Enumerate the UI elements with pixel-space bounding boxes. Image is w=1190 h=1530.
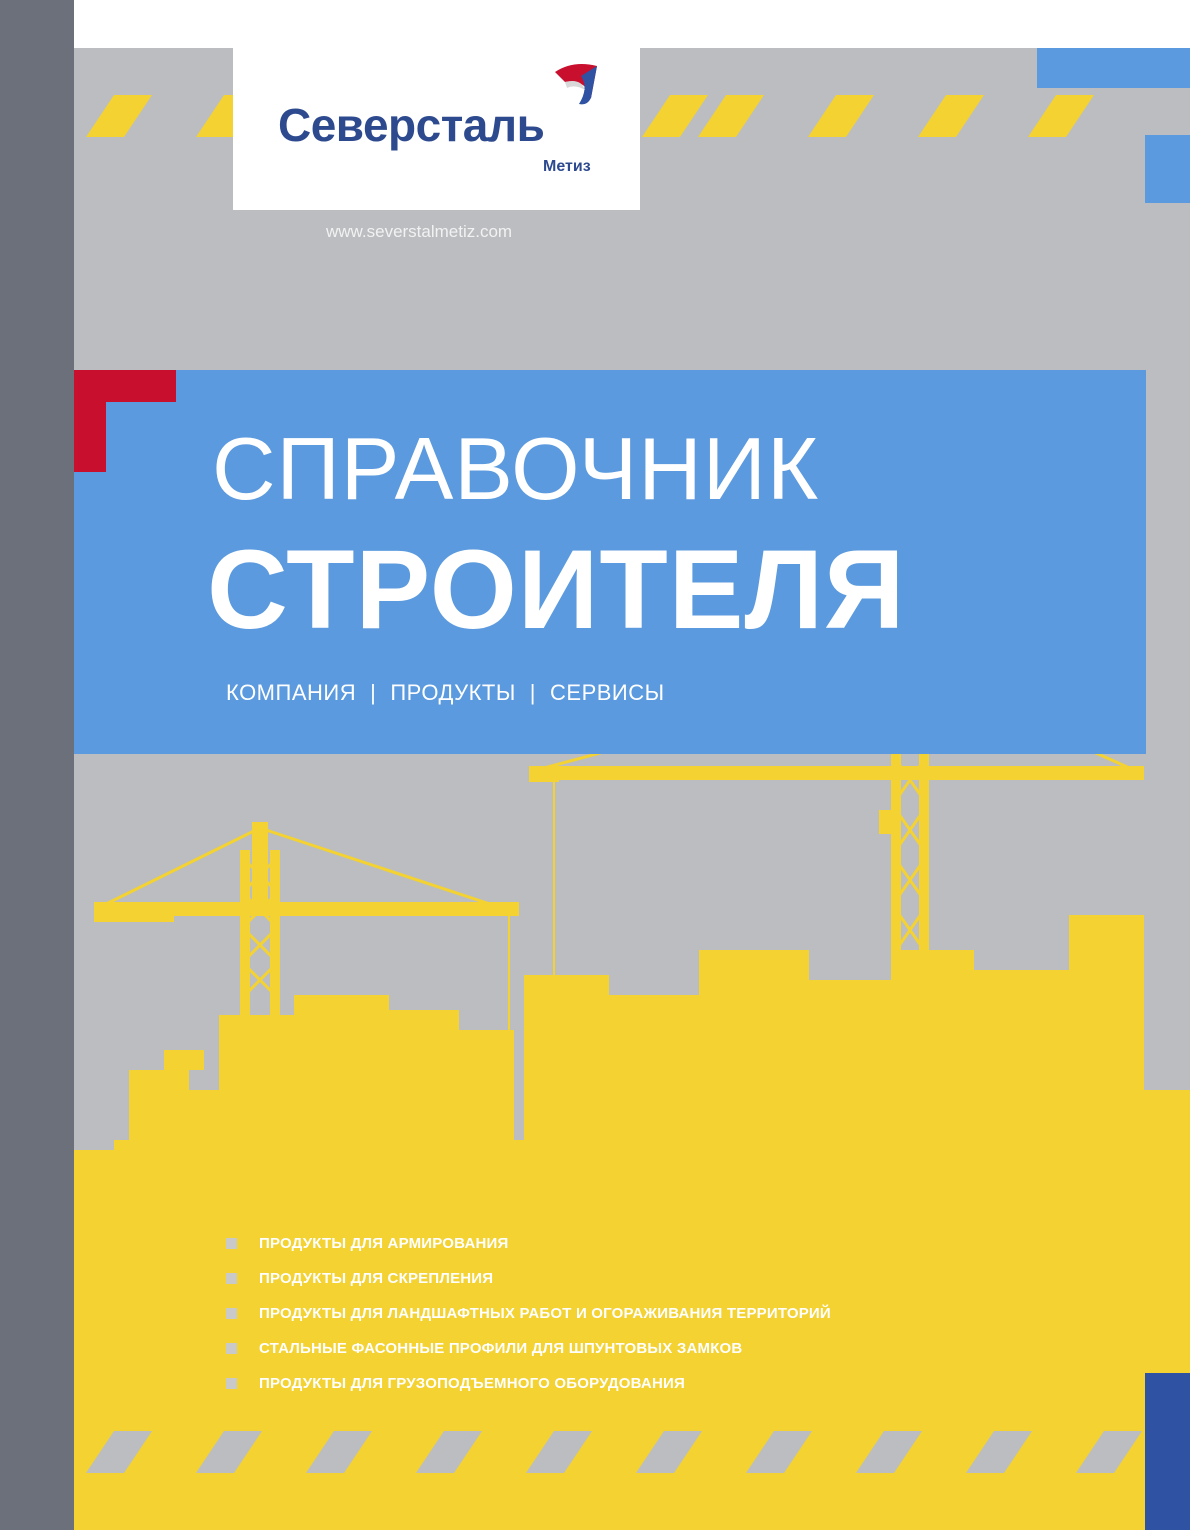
square-bullet-icon: [226, 1238, 237, 1249]
list-item: [226, 1226, 831, 1261]
list-item: [226, 1331, 831, 1366]
square-bullet-icon: [226, 1378, 237, 1389]
list-item: [226, 1366, 831, 1401]
square-bullet-icon: [226, 1308, 237, 1319]
brand-name: Северсталь: [278, 99, 545, 151]
spine-bar: [0, 0, 74, 1530]
red-corner-accent: [74, 370, 176, 472]
list-item: [226, 1261, 831, 1296]
product-item-label: ПРОДУКТЫ ДЛЯ ГРУЗОПОДЪЕМНОГО ОБОРУДОВАНИЯ: [259, 1375, 685, 1392]
subtitle-item-services: СЕРВИСЫ: [550, 680, 665, 705]
product-item-label: ПРОДУКТЫ ДЛЯ АРМИРОВАНИЯ: [259, 1235, 509, 1252]
bottom-hazard-stripes: [74, 1431, 1190, 1473]
product-item-label: ПРОДУКТЫ ДЛЯ СКРЕПЛЕНИЯ: [259, 1270, 494, 1287]
subtitle-item-products: ПРОДУКТЫ: [390, 680, 516, 705]
square-bullet-icon: [226, 1343, 237, 1354]
product-item-label: СТАЛЬНЫЕ ФАСОННЫЕ ПРОФИЛИ ДЛЯ ШПУНТОВЫХ ЗАМКОВ: [259, 1340, 743, 1357]
website-url[interactable]: www.severstalmetiz.com: [326, 222, 513, 241]
accent-block-navy-bottom: [1145, 1373, 1190, 1530]
square-bullet-icon: [226, 1273, 237, 1284]
cover-title-line-1: СПРАВОЧНИК: [212, 419, 820, 518]
cover-title-line-2: СТРОИТЕЛЯ: [207, 527, 906, 652]
severstal-logo-icon: [551, 58, 603, 110]
accent-block-blue-top: [1037, 48, 1190, 88]
subtitle-separator: |: [370, 680, 377, 705]
subtitle-item-company: КОМПАНИЯ: [226, 680, 357, 705]
product-item-label: ПРОДУКТЫ ДЛЯ ЛАНДШАФТНЫХ РАБОТ И ОГОРАЖИВАНИЯ ТЕРРИТОРИЙ: [259, 1305, 831, 1322]
subtitle-separator: |: [529, 680, 537, 705]
list-item: [226, 1296, 831, 1331]
product-list: [226, 1226, 831, 1401]
brand-subname: Метиз: [543, 158, 591, 175]
cover-subtitle: [226, 680, 665, 706]
logo-card: [233, 0, 640, 210]
accent-block-blue-right: [1145, 135, 1190, 203]
